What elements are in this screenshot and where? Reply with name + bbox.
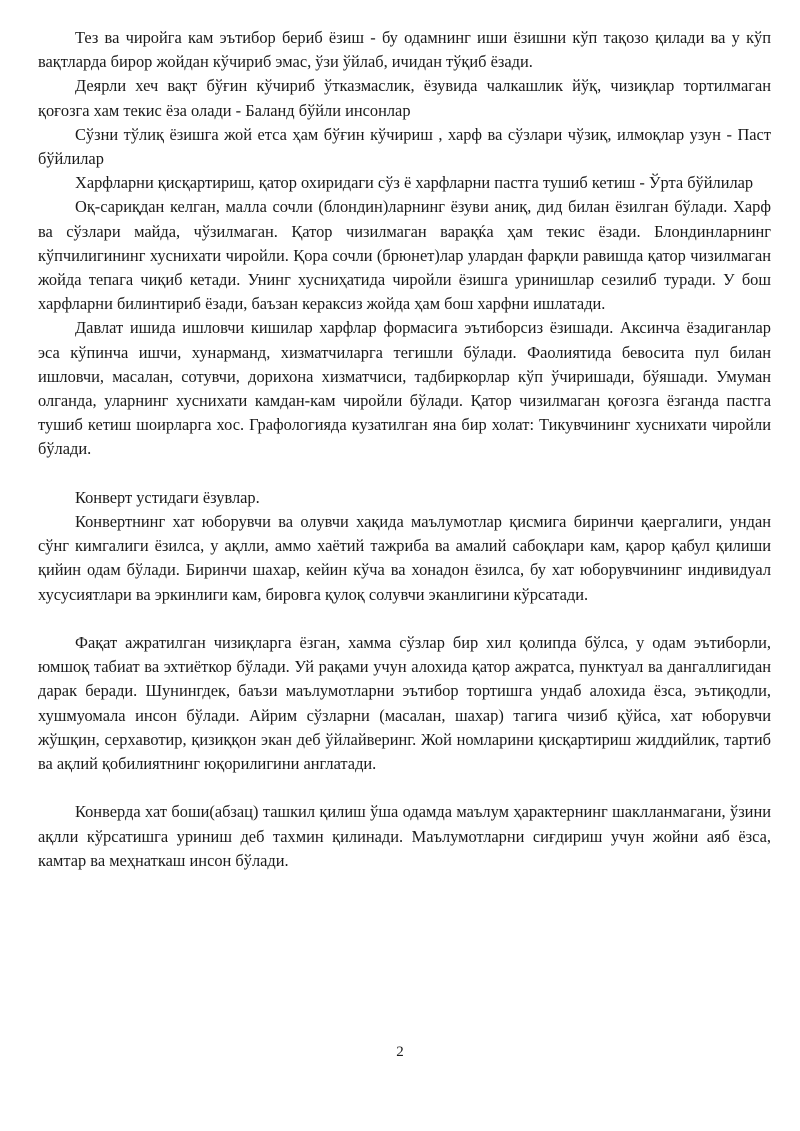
paragraph-fast-writing: Тез ва чиройга кам эътибор бериб ёзиш - бу одамнинг иши ёзишни кўп тақозо қилади ва у кўп вақтларда бирор жойдан кўчириб эмас, ўзи ўйлаб, ичидан тўқиб ёзади. <box>38 28 771 72</box>
paragraph-medium-height: Харфларни қисқартириш, қатор охиридаги сўз ё харфларни пастга тушиб кетиш - Ўрта бўйлилар <box>75 173 754 193</box>
document-page <box>38 26 771 873</box>
paragraph-short-people: Сўзни тўлиқ ёзишга жой етса ҳам бўғин кўчириш , харф ва сўзлари чўзиқ, илмоқлар узун - Паст бўйлилар <box>38 124 771 169</box>
paragraph-spacer <box>38 607 771 631</box>
paragraph-envelope-order: Конвертнинг хат юборувчи ва олувчи хақида маълумотлар қисмига биринчи қаергалиги, ундан сўнг кимгалиги ёзилса, у ақлли, аммо хаётий тажриба ва амалий сабоқлари кам, қарор қабул қилиши қийин одам бўлади. Биринчи шахар, кейин кўча ва хонадон ёзилса, бу хат юборувчининг индивидуал хусусиятлари ва эркинлиги кам, бировга қулоқ солувчи эканлигини кўрсатади. <box>38 512 771 604</box>
paragraph-envelope-indent: Конверда хат боши(абзац) ташкил қилиш ўша одамда маълум ҳарактернинг шаклланмагани, ўзини ақлли кўрсатишга уриниш деб тахмин қилинади. Маълумотларни сиғдириш учун жойни аяб ёзса, камтар ва меҳнаткаш инсон бўлади. <box>38 802 771 870</box>
section-heading-envelope: Конверт устидаги ёзувлар. <box>75 487 260 507</box>
page-number: 2 <box>396 1044 404 1060</box>
paragraph-tall-people: Деярли хеч вақт бўғин кўчириб ўтказмаслик, ёзувида чалкашлик йўқ, чизиқлар тортилмаган қоғозга хам текис ёза олади - Баланд бўйли инсонлар <box>38 76 771 120</box>
paragraph-professions: Давлат ишида ишловчи кишилар харфлар формасига эътиборсиз ёзишади. Аксинча ёзадиганлар эса кўпинча ишчи, хунарманд, хизматчиларга тегишли бўлади. Фаолиятида бевосита пул билан ишловчи, масалан, сотувчи, дорихона хизматчиси, тадбиркорлар кўп ўчиришади, бўяшади. Умуман олганда, уларнинг хуснихати камдан-кам чиройли бўлади. Қатор чизилмаган қоғозга ёзганда пастга тушиб кетиш шоирларга хос. Графологияда кузатилган яна бир холат: Тикувчининг хуснихати чиройли бўлади. <box>38 318 771 459</box>
paragraph-spacer <box>38 776 771 800</box>
paragraph-spacer <box>38 462 771 486</box>
paragraph-envelope-lines: Фақат ажратилган чизиқларга ёзган, хамма сўзлар бир хил қолипда бўлса, у одам эътиборли, юмшоқ табиат ва эхтиёткор бўлади. Уй рақами учун алохида қатор ажратса, пунктуал ва дангаллигидан дарак беради. Шунингдек, баъзи маълумотларни эътибор тортишга ундаб алохида ёзса, эътиқодли, хушмуомала инсон бўлади. Айрим сўзларни (масалан, шахар) тагига чизиб қўйса, хат юборувчи жўшқин, серхавотир, қизиққон экан деб ўйлайверинг. Жой номларини қисқартириш жиддийлик, тартиб ва ақлий қобилиятнинг юқорилигини англатади. <box>38 633 771 774</box>
paragraph-blondes-brunettes: Оқ-сариқдан келган, малла сочли (блондин)ларнинг ёзуви аниқ, дид билан ёзилган бўлади. Харф ва сўзлари майда, чўзилмаган. Қатор чизилмаган варақќа ҳам текис ёзади. Блондинларнинг кўпчилигининг хуснихати чиройли. Қора сочли (брюнет)лар улардан фарқли равишда қатор чизилмаган жойда тепага чиқиб кетади. Унинг хусниҳатида чиройли ёзишга уринишлар сезилиб туради. У бош харфларни билинтириб ёзади, баъзан кераксиз жойда ҳам бош харфни ишлатади. <box>38 197 771 314</box>
